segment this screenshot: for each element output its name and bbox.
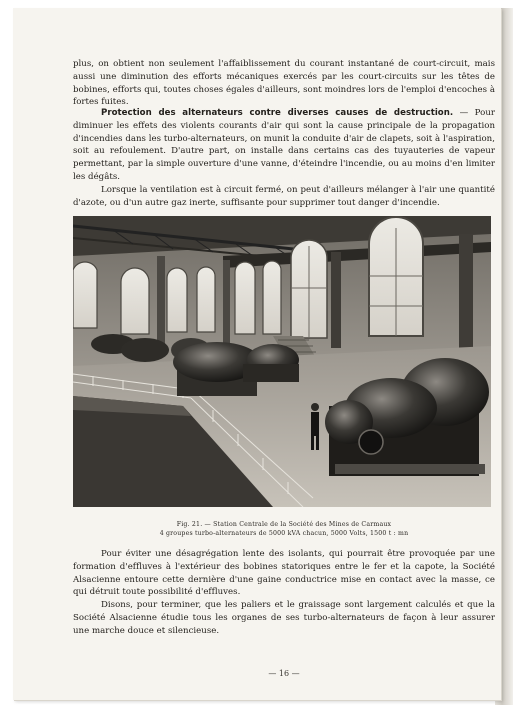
figure-caption: [73, 520, 495, 538]
power-station-photo: [73, 216, 491, 507]
closing-section: [73, 548, 495, 638]
figure-caption-title: Fig. 21. — Station Centrale de la Société des Mines de Carmaux: [176, 521, 392, 528]
protection-section: [73, 107, 495, 209]
page-number: — 16 —: [268, 669, 300, 678]
figure-caption-details: 4 groupes turbo-alternateurs de 5000 kVA chacun, 5000 Volts, 1500 t : mn: [159, 530, 409, 537]
intro-paragraph: [73, 58, 495, 109]
ventilation-paragraph: Lorsque la ventilation est à circuit fermé, on peut d'ailleurs mélanger à l'air une quantité d'azote, ou d'un autre gaz inerte, suffisante pour supprimer tout danger d'incendie.: [73, 184, 495, 208]
protection-paragraph-text: — Pour diminuer les effets des violents courants d'air qui sont la cause principale de la propagation d'incendies dans les turbo-alternateurs, on munit la conduite d'air de clapets, soit à l'aspiration, soit au refoulement. D'autre part, on installe dans certains cas des tuyauteries de vapeur permettant, par la simple ouverture d'une vanne, d'éteindre l'incendie, ou au moins d'en limiter les dégâts.: [73, 108, 496, 182]
effluves-paragraph: Pour éviter une désagrégation lente des isolants, qui pourrait être provoquée par une formation d'effluves à l'extérieur des bobines statoriques entre le fer et la capote, la Société Alsacienne entoure cette dernière d'une gaine conductrice mise en contact avec la masse, ce qui détruit toute possibilité d'effluves.: [73, 549, 495, 598]
intro-paragraph-text: plus, on obtient non seulement l'affaiblissement du courant instantané de court-circuit, mais aussi une diminution des efforts mécaniques exercés par les court-circuits sur les têtes de bobines, efforts qui, toutes choses égales d'ailleurs, sont moindres lors de l'emploi d'encoches à fortes fuites.: [73, 59, 495, 108]
section-heading: Protection des alternateurs contre diverses causes de destruction.: [101, 108, 454, 118]
protection-paragraph: [73, 107, 495, 184]
turbine-hall-illustration: [73, 216, 491, 507]
conclusion-paragraph: Disons, pour terminer, que les paliers et le graissage sont largement calculés et que la Société Alsacienne étudie tous les organes de ses turbo-alternateurs de façon à leur assurer une marche douce et silencieuse.: [73, 600, 495, 636]
